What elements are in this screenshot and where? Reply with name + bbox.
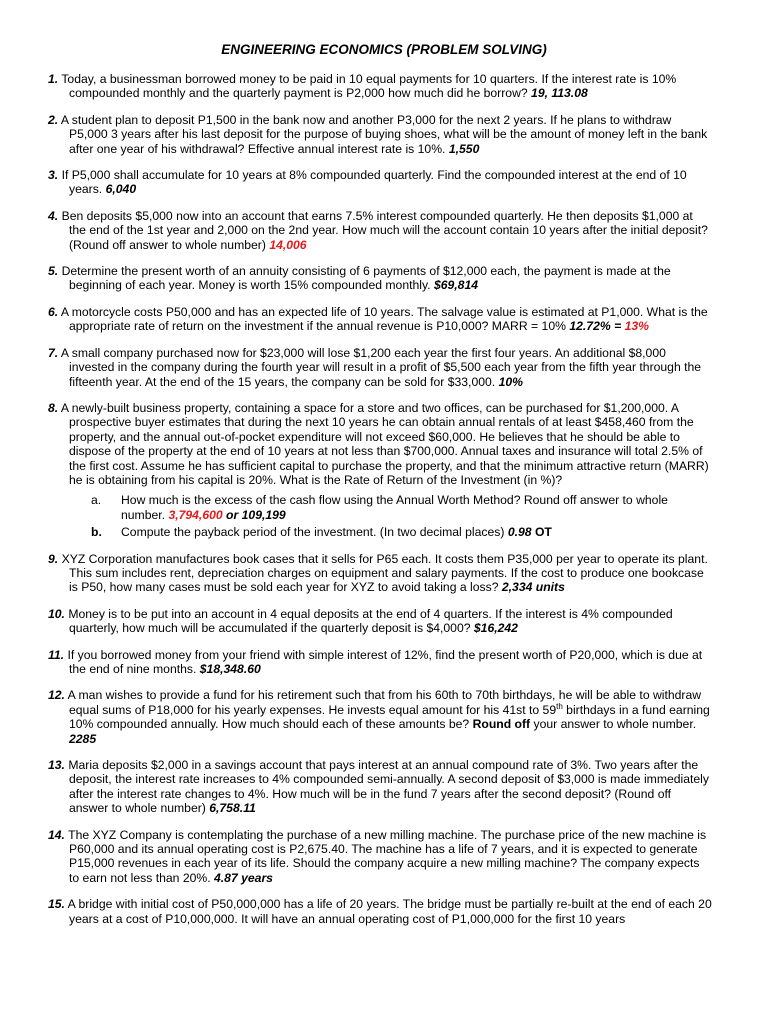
problem-number: 4. (48, 208, 59, 223)
sub-question-label: a. (91, 493, 102, 508)
problem-item (48, 828, 712, 886)
problem-number: 14. (48, 827, 65, 842)
answer-text: $18,348.60 (199, 662, 261, 676)
answer-text: 12.72% = (569, 319, 625, 334)
sub-question (69, 493, 712, 522)
problem-item (48, 264, 712, 293)
sub-question-body (119, 493, 712, 522)
problem-text: A small company purchased now for $23,000 will lose $1,200 each year the first four years. An additional $8,000 invested in the company during the fourth year will result in a profit of $5,500 each year from the fifth year through the fifteenth year. At the end of the 15 years, the company can be sold for $33,000. (60, 345, 702, 389)
answer-text: 0.98 (507, 525, 535, 540)
problem-text: If you borrowed money from your friend with simple interest of 12%, find the present worth of P20,000, which is due at the end of nine months. (67, 647, 703, 676)
problem-item (48, 168, 712, 197)
problem-item (48, 305, 712, 334)
problem-number: 10. (48, 606, 65, 621)
problem-number: 13. (48, 758, 65, 773)
problem-number: 9. (48, 551, 59, 566)
sub-question (69, 525, 712, 539)
problem-item (48, 401, 712, 540)
problem-text: If P5,000 shall accumulate for 10 years at 8% compounded quarterly. Find the compounded interest at the end of 10 years. (61, 168, 687, 197)
problem-text: A man wishes to provide a fund for his retirement such that from his 60th to 70th birthdays, he will be able to withdraw equal sums of P18,000 for his yearly expenses. He invests equal amount for his 41st to 59 (67, 688, 702, 717)
sub-question-label: b. (91, 525, 102, 540)
problem-text: A student plan to deposit P1,500 in the bank now and another P3,000 for the next 2 years. If he plans to withdraw P5,000 3 years after his last deposit for the purpose of buying shoes, what will be the amount of money left in the bank after one year of his withdrawal? Effective annual interest rate is 10%. (60, 112, 708, 156)
problem-list (48, 72, 712, 926)
problem-number: 3. (48, 168, 59, 183)
answer-text: 6,758.11 (209, 801, 256, 816)
problem-text: A bridge with initial cost of P50,000,000 has a life of 20 years. The bridge must be partially re-built at the end of each 20 years at a cost of P10,000,000. It will have an annual operating cost of P1,000,000 for the first 10 years (67, 897, 712, 926)
problem-item (48, 897, 712, 926)
answer-text: $69,814 (433, 278, 479, 293)
problem-text: A newly-built business property, containing a space for a store and two offices, can be purchased for $1,200,000. A prospective buyer estimates that during the next 10 years he can obtain annual rentals of at least $458,460 from the property, and the annual out-of-pocket expenditure will not exceed $60,000. He believes that he should be able to dispose of the property at the end of 10 years at not less than $700,000. Annual taxes and insurance will total 2.5% of the first cost. Assume he has sufficient capital to purchase the property, and that the minimum attractive return (MARR) he is obtaining from his capital is 20%. What is the Rate of Return of the Investment (in %)? (60, 400, 709, 487)
answer-text: 2285 (69, 731, 97, 746)
problem-text: your answer to whole number. (533, 717, 697, 732)
sub-question-body (119, 525, 712, 539)
problem-item (48, 72, 712, 101)
superscript: th (556, 701, 563, 711)
sub-question-text: Compute the payback period of the investment. (In two decimal places) (121, 525, 505, 540)
answer-text: 1,550 (448, 141, 480, 156)
problem-item (48, 607, 712, 636)
problem-number: 5. (48, 264, 59, 279)
answer-text: 3,794,600 (168, 507, 223, 522)
problem-item (48, 648, 712, 677)
answer-text: 4.87 years (214, 870, 273, 885)
answer-text: $16,242 (473, 621, 518, 636)
answer-text: 14,006 (269, 237, 307, 252)
page-title: ENGINEERING ECONOMICS (PROBLEM SOLVING) (221, 42, 547, 57)
problem-number: 15. (48, 897, 65, 912)
problem-number: 11. (48, 647, 65, 662)
problem-text: Today, a businessman borrowed money to be paid in 10 equal payments for 10 quarters. If the interest rate is 10% compounded monthly and the quarterly payment is P2,000 how much did he borrow? (61, 72, 677, 101)
answer-text: 2,334 units (501, 580, 565, 595)
problem-item (48, 209, 712, 252)
problem-item (48, 552, 712, 595)
problem-number: 2. (48, 112, 59, 127)
problem-item (48, 758, 712, 816)
problem-text: Maria deposits $2,000 in a savings account that pays interest at an annual compound rate of 3%. Two years after the deposit, the interest rate increases to 4% compounded semi-annually. A second deposit of $3,000 is made immediately after the interest rate changes to 4%. How much will be in the fund 7 years after the second deposit? (Round off answer to whole number) (68, 758, 709, 816)
problem-item (48, 346, 712, 389)
problem-number: 6. (48, 304, 59, 319)
problem-text: Determine the present worth of an annuity consisting of 6 payments of $12,000 each, the payment is made at the beginning of each year. Money is worth 15% compounded monthly. (61, 264, 671, 293)
problem-text: XYZ Corporation manufactures book cases that it sells for P65 each. It costs them P35,000 per year to operate its plant. This sum includes rent, depreciation charges on equipment and salary payments. If the cost to produce one bookcase is P50, how many cases must be sold each year for XYZ to avoid taking a loss? (61, 551, 708, 595)
problem-item (48, 113, 712, 156)
problem-text: Ben deposits $5,000 now into an account that earns 7.5% interest compounded quarterly. He then deposits $1,000 at the end of the 1st year and 2,000 on the 2nd year. How much will the account contain 10 years after the initial deposit? (Round off answer to whole number) (61, 208, 708, 252)
sub-question-list (69, 493, 712, 539)
problem-text: The XYZ Company is contemplating the purchase of a new milling machine. The purchase price of the new machine is P60,000 and its annual operating cost is P2,675.40. The machine has a life of 7 years, and it is expected to generate P15,000 revenues in each year of its life. Should the company acquire a new milling machine? The company expects to earn not less than 20%. (68, 827, 707, 885)
problem-text: Money is to be put into an account in 4 equal deposits at the end of 4 quarters. If the interest is 4% compounded quarterly, how much will be accumulated if the quarterly deposit is $4,000? (68, 606, 673, 636)
problem-number: 8. (48, 400, 59, 415)
answer-text: 19, 113.08 (531, 86, 588, 101)
problem-number: 1. (48, 72, 59, 86)
problem-text: birthdays in a fund earning 10% compounded annually. How much should each of these amounts be? (69, 702, 710, 732)
answer-text: 10% (498, 374, 523, 389)
problem-text: A motorcycle costs P50,000 and has an expected life of 10 years. The salvage value is estimated at P1,000. What is the appropriate rate of return on the investment if the annual revenue is P10,000? MARR = 10% (60, 304, 708, 334)
answer-text: or 109,199 (222, 507, 286, 522)
answer-text: 6,040 (105, 182, 137, 197)
problem-number: 12. (48, 688, 65, 703)
emphasis-text: Round off (472, 717, 531, 732)
problem-number: 7. (48, 345, 59, 360)
answer-text: OT (534, 525, 552, 540)
problem-item (48, 688, 712, 746)
sub-question-text: How much is the excess of the cash flow using the Annual Worth Method? Round off answer to whole number. (121, 493, 668, 522)
answer-text: 13% (624, 319, 649, 334)
